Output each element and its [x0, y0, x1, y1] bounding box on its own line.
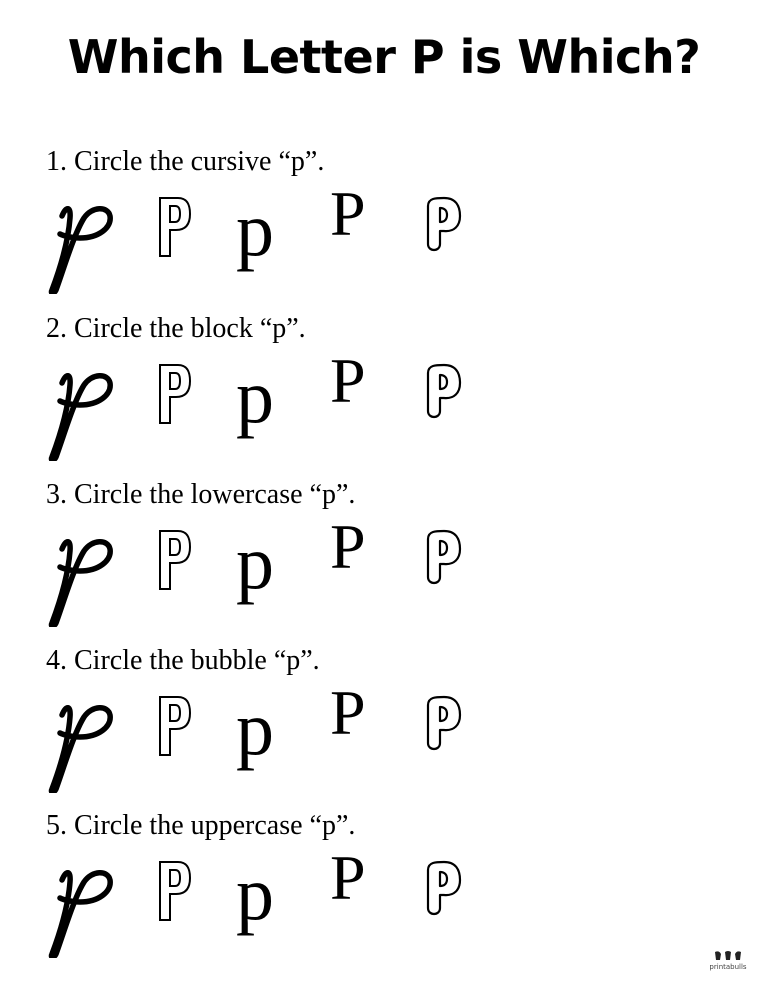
question-prompt: 5. Circle the uppercase “p”. — [46, 810, 356, 841]
lowercase-p[interactable]: p — [236, 521, 274, 605]
uppercase-p[interactable]: P — [330, 178, 366, 249]
lowercase-p[interactable]: p — [236, 852, 274, 936]
bubble-outline-p-icon[interactable] — [424, 860, 462, 921]
bubble-outline-p-icon[interactable] — [424, 196, 462, 257]
block-outline-p-icon[interactable] — [158, 860, 192, 927]
brand-mark — [706, 950, 750, 971]
uppercase-p[interactable]: P — [330, 511, 366, 582]
cursive-p-icon[interactable] — [46, 527, 120, 632]
question-4 — [46, 645, 646, 771]
cursive-p-icon[interactable] — [46, 194, 120, 299]
cursive-p-icon[interactable] — [46, 858, 120, 963]
uppercase-p[interactable]: P — [330, 345, 366, 416]
block-outline-p-icon[interactable] — [158, 363, 192, 430]
question-prompt: 2. Circle the block “p”. — [46, 313, 306, 344]
bubble-outline-p-icon[interactable] — [424, 695, 462, 756]
question-prompt: 3. Circle the lowercase “p”. — [46, 479, 356, 510]
lowercase-p[interactable]: p — [236, 188, 274, 272]
block-outline-p-icon[interactable] — [158, 529, 192, 596]
lowercase-p[interactable]: p — [236, 355, 274, 439]
page-title: Which Letter P is Which? — [67, 30, 701, 84]
printabulls-logo-icon — [713, 950, 743, 962]
uppercase-p[interactable]: P — [330, 842, 366, 913]
bubble-outline-p-icon[interactable] — [424, 529, 462, 590]
question-prompt: 1. Circle the cursive “p”. — [46, 146, 325, 177]
block-outline-p-icon[interactable] — [158, 196, 192, 263]
block-outline-p-icon[interactable] — [158, 695, 192, 762]
brand-label: printabulls — [709, 963, 747, 971]
cursive-p-icon[interactable] — [46, 361, 120, 466]
cursive-p-icon[interactable] — [46, 693, 120, 798]
question-1 — [46, 146, 646, 272]
bubble-outline-p-icon[interactable] — [424, 363, 462, 424]
question-2 — [46, 313, 646, 439]
question-prompt: 4. Circle the bubble “p”. — [46, 645, 320, 676]
question-3 — [46, 479, 646, 605]
uppercase-p[interactable]: P — [330, 677, 366, 748]
lowercase-p[interactable]: p — [236, 687, 274, 771]
question-5 — [46, 810, 646, 936]
